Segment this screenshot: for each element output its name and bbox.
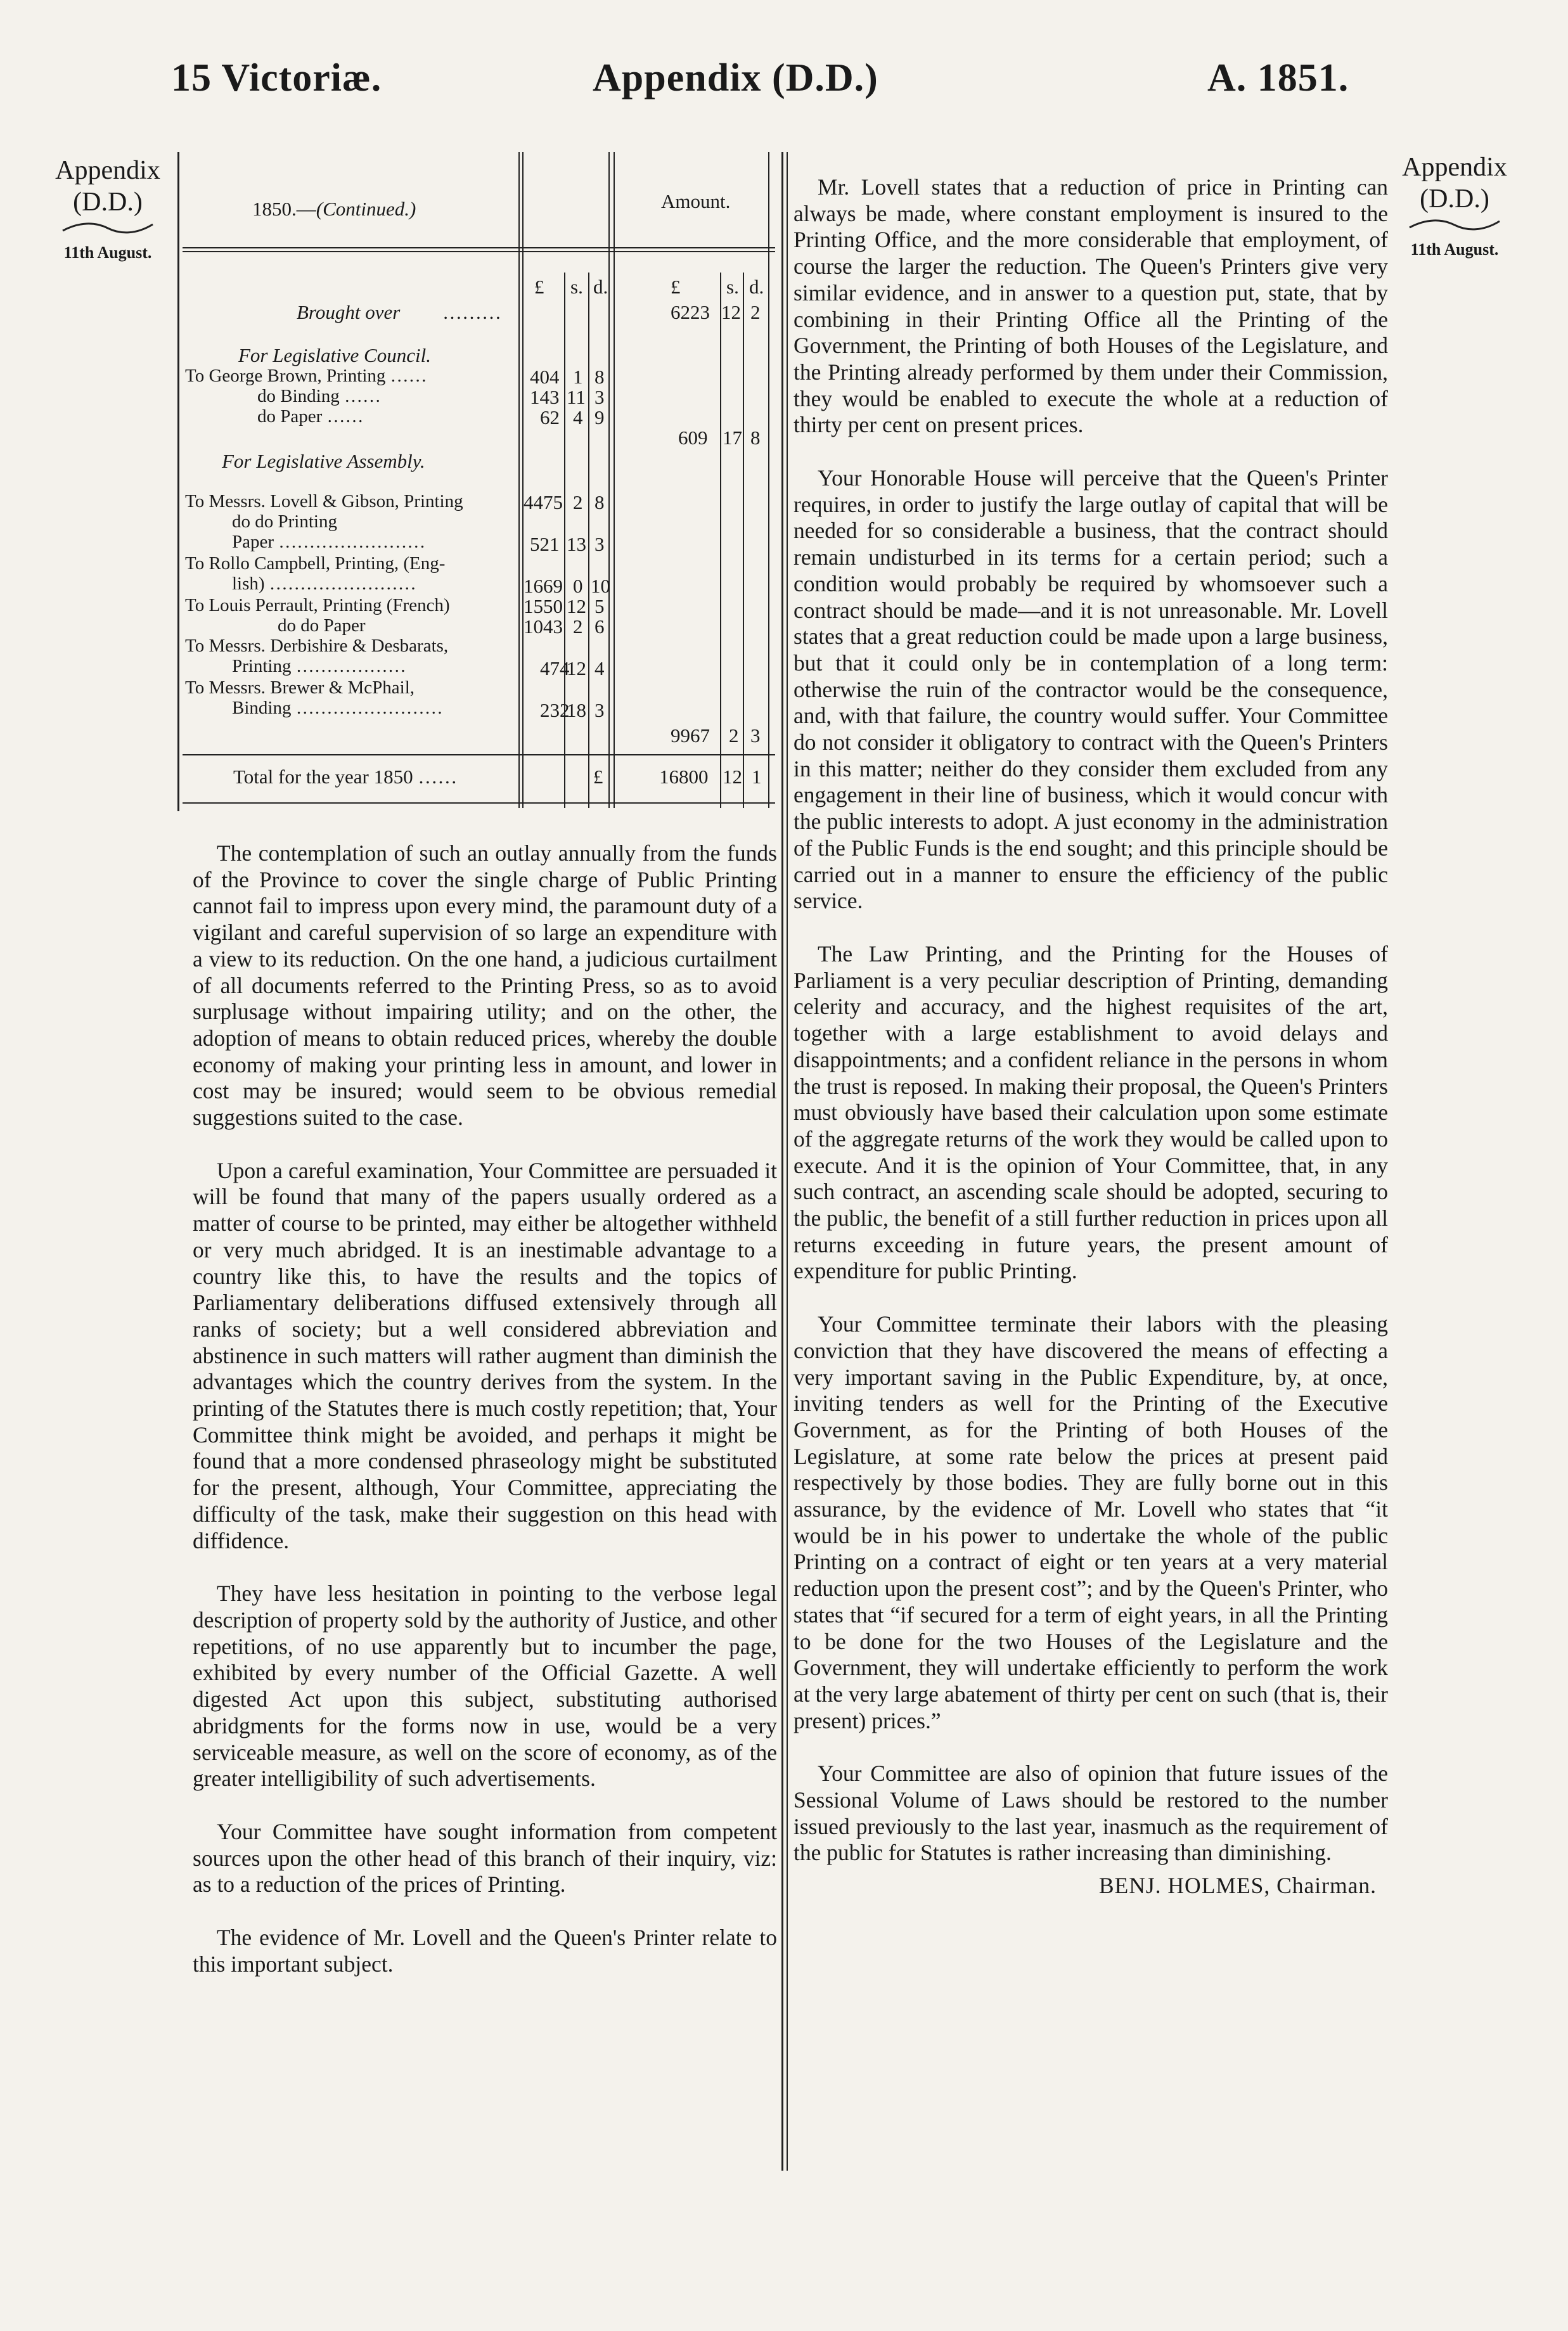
assembly-row-shillings: 0 [573, 575, 583, 597]
assembly-row-pence: 5 [594, 595, 605, 617]
signature: BENJ. HOLMES, Chairman. [1098, 1873, 1377, 1899]
col-rule [608, 152, 610, 808]
grand-total-label: Total for the year 1850 …… [233, 766, 458, 788]
brought-over-shillings: 12 [721, 301, 741, 323]
assembly-row-label: To Messrs. Brewer & McPhail, [185, 677, 415, 698]
amount-header: Amount. [661, 190, 731, 212]
assembly-row-label: To Louis Perrault, Printing (French) [185, 595, 450, 615]
assembly-row-shillings: 13 [567, 533, 586, 555]
accounts-table [183, 152, 775, 808]
assembly-row-pence: 4 [594, 657, 605, 679]
grand-total-pound-sign: £ [593, 766, 603, 788]
assembly-row-pence: 3 [594, 533, 605, 555]
council-row-shillings: 4 [573, 406, 583, 428]
assembly-row-shillings: 18 [567, 699, 586, 721]
council-heading: For Legislative Council. [238, 344, 431, 366]
assembly-total-pounds: 9967 [671, 724, 710, 747]
council-total-pounds: 609 [678, 427, 708, 449]
paragraph: Your Committee have sought information from competent sources upon the other head of this branch of their inquiry, viz: as to a reduction of the prices of Printing. [193, 1818, 777, 1898]
margin-note-date: 11th August. [1410, 240, 1499, 259]
col-rule [522, 152, 524, 808]
assembly-row-shillings: 2 [573, 491, 583, 513]
council-total-shillings: 17 [723, 427, 742, 449]
margin-note-line2: (D.D.) [73, 187, 143, 217]
council-row-pence: 8 [594, 366, 605, 388]
assembly-row-pounds: 1669 [524, 575, 563, 597]
council-row-label: do Paper …… [257, 406, 364, 427]
assembly-row-label: Binding …………………… [232, 698, 443, 718]
assembly-row-pounds: 232 [540, 699, 570, 721]
shilling-header: s. [726, 276, 739, 298]
margin-note-line2: (D.D.) [1420, 184, 1489, 214]
paragraph: The evidence of Mr. Lovell and the Queen's Printer relate to this important subject. [193, 1925, 777, 1977]
col-rule [614, 152, 615, 808]
margin-note-line1: Appendix [55, 156, 160, 185]
assembly-row-pence: 6 [594, 615, 605, 638]
table-left-rule [177, 152, 179, 811]
margin-note-date: 11th August. [63, 243, 152, 262]
paragraph: The Law Printing, and the Printing for the Houses of Parliament is a very peculiar description of Printing, demanding celerity and accuracy, and the highest requisites of the art, together with a large establishment to avoid delays and disappointments; and a confident reliance in the persons in whom the trust is reposed. In making their proposal, the Queen's Printers must obviously have based their calculation upon some estimate of the aggregate returns of the work they would be called upon to execute. And it is the opinion of Your Committee, that, in any such contract, an ascending scale should be adopted, securing to the public, the benefit of a still further reduction in prices upon all returns exceeding in future years, the present amount of expenditure for public Printing. [794, 941, 1388, 1284]
council-row-shillings: 11 [567, 386, 586, 408]
grand-total-pence: 1 [752, 766, 762, 788]
assembly-row-pence: 10 [591, 575, 610, 597]
paragraph: Upon a careful examination, Your Committee are persuaded it will be found that many of the papers usually ordered as a matter of course to be printed, may either be altogether withheld or very much abridged. It is an inestimable advantage to a country like this, to have the results and the topics of Parliamentary deliberations diffused extensively through all ranks of society; but a well considered abbreviation and abstinence in such matters will rather augment than diminish the advantages which the country derives from the system. In the printing of the Statutes there is much costly repetition; that, Your Committee think might be avoided, and perhaps it might be found that a more condensed phraseology might be substituted for the present, although, Your Committee, appreciating the difficulty of the task, make their suggestion on this head with diffidence. [193, 1157, 777, 1553]
paragraph: Your Committee terminate their labors with the pleasing conviction that they have discovered the means of effecting a very important saving in the Public Expenditure, by, at once, inviting tenders as well for the Printing of the Executive Government, as for the Printing of both Houses of the Legislature, at some rate below the prices at present paid respectively by those bodies. They are fully borne out in this assurance, by the evidence of Mr. Lovell who states that “it would be in his power to undertake the whole of the public Printing on a contract of eight or ten years at a very material reduction upon the present cost”; and by the Queen's Printer, who states that “if secured for a term of eight years, in all the Printing to be done for the two Houses of the Legislature and the Government, they will undertake efficiently to perform the work at the very large abatement of thirty per cent on such (that is, their present) prices.” [794, 1311, 1388, 1733]
assembly-row-pounds: 521 [530, 533, 560, 555]
col-rule [588, 273, 589, 808]
brought-over-pounds: 6223 [671, 301, 710, 323]
council-row-label: do Binding …… [257, 386, 381, 406]
margin-note-line1: Appendix [1402, 153, 1507, 182]
assembly-row-label: To Messrs. Lovell & Gibson, Printing [185, 491, 463, 511]
margin-note-left [35, 155, 181, 263]
right-column [794, 174, 1388, 1899]
pound-header: £ [671, 276, 681, 298]
column-divider [787, 152, 788, 2171]
pence-header: d. [749, 276, 764, 298]
assembly-heading: For Legislative Assembly. [222, 450, 425, 472]
assembly-row-label: To Messrs. Derbishire & Desbarats, [185, 636, 449, 656]
table-title: 1850.—(Continued.) [252, 198, 416, 220]
col-rule [743, 273, 744, 808]
brought-over-dots: ……… [442, 301, 501, 323]
left-column [193, 840, 777, 2004]
pence-header: d. [593, 276, 608, 298]
assembly-row-pounds: 474 [540, 657, 570, 679]
grand-total-pounds: 16800 [659, 766, 709, 788]
shilling-header: s. [570, 276, 583, 298]
col-rule [768, 152, 769, 808]
council-row-shillings: 1 [573, 366, 583, 388]
swash-ornament [1407, 217, 1502, 231]
assembly-row-shillings: 2 [573, 615, 583, 638]
assembly-row-pounds: 1550 [524, 595, 563, 617]
assembly-row-pence: 3 [594, 699, 605, 721]
assembly-row-pounds: 1043 [524, 615, 563, 638]
col-rule [518, 152, 520, 808]
pound-header: £ [534, 276, 544, 298]
col-rule [564, 273, 565, 808]
assembly-total-shillings: 2 [729, 724, 739, 747]
assembly-row-label: do do Paper [278, 615, 366, 636]
assembly-row-pence: 8 [594, 491, 605, 513]
paragraph: Mr. Lovell states that a reduction of price in Printing can always be made, where constant employment is insured to the Printing Office, and the more considerable that employment, of course the larger the reduction. The Queen's Printers give very similar evidence, and in answer to a question put, state, that by combining in their Printing Office all the Printing of the Government, the Printing of both Houses of the Legislature, and the Printing already performed by them under their Commission, they would be enabled to execute the whole at a reduction of thirty per cent on present prices. [794, 174, 1388, 438]
paragraph: The contemplation of such an outlay annually from the funds of the Province to cover the single charge of Public Printing cannot fail to impress upon every mind, the paramount duty of a vigilant and careful supervision of so large an expenditure with a view to its reduction. On the one hand, a judicious curtailment of all documents referred to the Printing Press, so as to avoid surplusage without impairing utility; and on the other, the adoption of means to obtain reduced prices, whereby the double economy of making your printing less in amount, and lower in cost may be insured; would seem to be obvious remedial suggestions suited to the case. [193, 840, 777, 1131]
paragraph: Your Committee are also of opinion that future issues of the Sessional Volume of Laws should be restored to the number issued previously to the last year, inasmuch as the requirement of the public for Statutes is rather increasing than diminishing. [794, 1761, 1388, 1866]
header-session: 15 Victoriæ. [171, 56, 382, 100]
assembly-row-label: do do Printing [232, 511, 337, 532]
brought-over-label: Brought over [297, 301, 401, 323]
council-row-label: To George Brown, Printing …… [185, 366, 427, 386]
table-header-rule [183, 251, 775, 252]
assembly-row-label: To Rollo Campbell, Printing, (Eng- [185, 553, 446, 574]
header-year: A. 1851. [1207, 56, 1349, 100]
header-appendix: Appendix (D.D.) [593, 56, 878, 100]
grand-total-shillings: 12 [723, 766, 742, 788]
assembly-total-pence: 3 [750, 724, 761, 747]
table-header-rule [183, 247, 775, 248]
council-row-pounds: 143 [530, 386, 560, 408]
assembly-row-label: lish) …………………… [232, 574, 416, 594]
column-divider [781, 152, 783, 2171]
council-row-pounds: 62 [540, 406, 560, 428]
table-bottom-rule [183, 802, 775, 804]
swash-ornament [60, 221, 155, 234]
assembly-row-pounds: 4475 [524, 491, 563, 513]
table-total-rule [183, 754, 775, 755]
council-row-pounds: 404 [530, 366, 560, 388]
margin-note-right [1378, 152, 1531, 260]
assembly-row-label: Paper …………………… [232, 532, 426, 552]
assembly-row-label: Printing ……………… [232, 656, 406, 676]
col-rule [720, 273, 721, 808]
paragraph: Your Honorable House will perceive that the Queen's Printer requires, in order to justify the large outlay of capital that will be needed for so considerable a business, that the contract should remain undisturbed in its terms for a certain period; such a condition would probably be required by whomsoever such a contract should be made—and it is not unreasonable. Mr. Lovell states that a great reduction could be made upon a large business, but that it could only be in contemplation of a long term: otherwise the ruin of the contractor would be the consequence, and, with that failure, the country would suffer. Your Committee do not consider it obligatory to contract with the Queen's Printers in this matter; neither do they consider them excluded from any engagement in their line of business, which it would concur with the public interests to adopt. A just economy in the administration of the Public Funds is the end sought; and this principle should be carried out in a manner to ensure the efficiency of the public service. [794, 465, 1388, 914]
council-row-pence: 3 [594, 386, 605, 408]
assembly-row-shillings: 12 [567, 657, 586, 679]
council-total-pence: 8 [750, 427, 761, 449]
paragraph: They have less hesitation in pointing to the verbose legal description of property sold by the authority of Justice, and other repetitions, of no use apparently but to incumber the page, exhibited by every number of the Official Gazette. A well digested Act upon this subject, substituting authorised abridgments for the forms now in use, would be a very serviceable measure, as well on the score of economy, as of the greater intelligibility of such advertisements. [193, 1581, 777, 1792]
council-row-pence: 9 [594, 406, 605, 428]
brought-over-pence: 2 [750, 301, 761, 323]
assembly-row-shillings: 12 [567, 595, 586, 617]
